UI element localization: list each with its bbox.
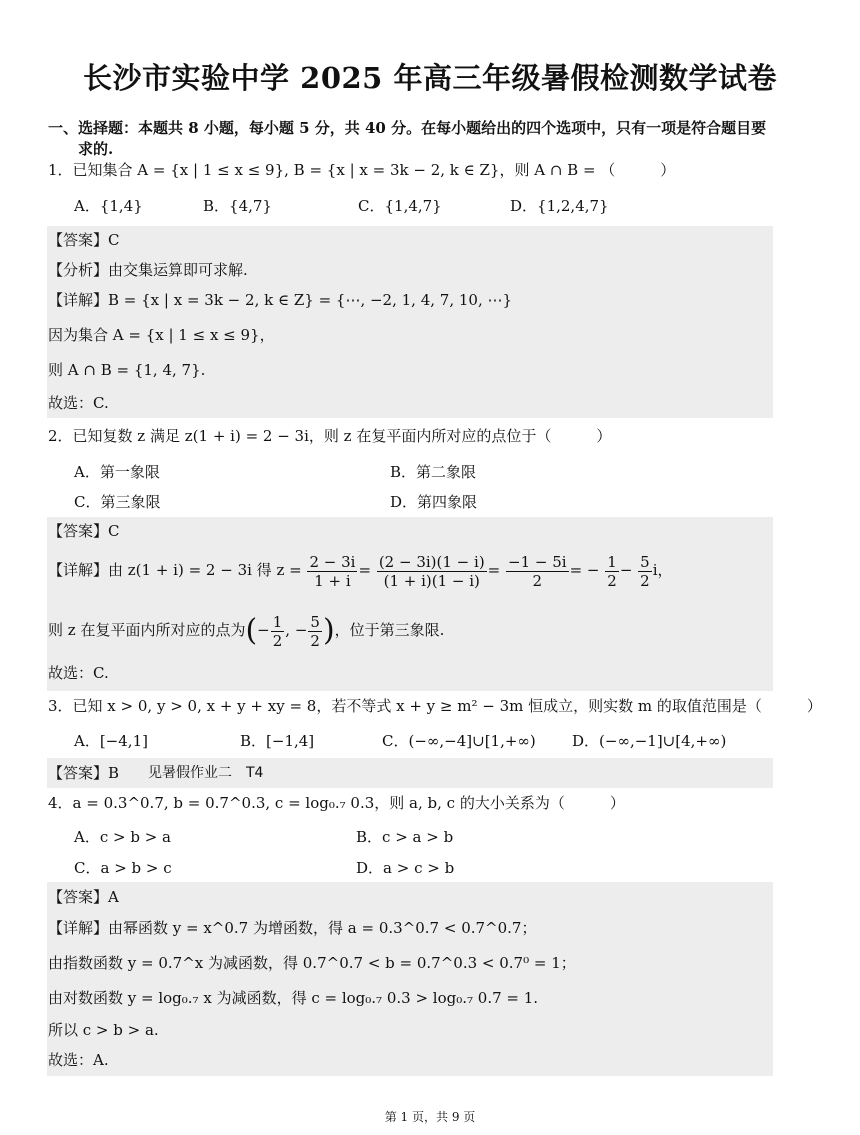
question-1-option-c: C．{1,4,7} — [358, 197, 442, 215]
question-1-line1: 因为集合 A = {x | 1 ≤ x ≤ 9}， — [48, 326, 275, 344]
fraction-7-numerator: 5 — [310, 612, 320, 631]
question-3-stem: 3．已知 x > 0, y > 0, x + y + xy = 8，若不等式 x + y ≥ m² − 3m 恒成立，则实数 m 的取值范围是（ ） — [48, 697, 822, 715]
question-3-note: 见暑假作业二 T4 — [148, 765, 264, 781]
fraction-4-numerator: 1 — [607, 552, 617, 571]
question-2-stem: 2．已知复数 z 满足 z(1 + i) = 2 − 3i，则 z 在复平面内所对应的点位于（ ） — [48, 427, 612, 445]
fraction-1-numerator: 2 − 3i — [309, 552, 356, 571]
question-4-option-a: A．c > b > a — [74, 828, 171, 846]
fraction-7-denominator: 2 — [310, 631, 320, 650]
question-4-detail-2: 由指数函数 y = 0.7^x 为减函数，得 0.7^0.7 < b = 0.7^0.3 < 0.7⁰ = 1； — [48, 954, 576, 972]
fraction-6-denominator: 2 — [272, 631, 283, 650]
question-2-option-d: D．第四象限 — [390, 493, 478, 511]
section-heading-line1: 一、选择题：本题共 8 小题，每小题 5 分，共 40 分。在每小题给出的四个选项中，只有一项是符合题目要 — [48, 119, 767, 137]
question-2-detail-prefix: 【详解】由 z(1 + i) = 2 − 3i 得 z = — [48, 561, 302, 579]
question-1-analysis: 【分析】由交集运算即可求解. — [48, 261, 248, 279]
question-2-option-a: A．第一象限 — [74, 463, 160, 481]
fraction-3 — [506, 553, 569, 590]
question-4-option-c: C．a > b > c — [74, 859, 172, 877]
question-4-stem: 4．a = 0.3^0.7, b = 0.7^0.3, c = log₀.₇ 0.3，则 a, b, c 的大小关系为（ ） — [48, 794, 625, 812]
fraction-2-denominator: (1 + i)(1 − i) — [383, 571, 480, 590]
section-heading-line2: 求的. — [78, 140, 114, 158]
question-1-option-d: D．{1,2,4,7} — [510, 197, 609, 215]
fraction-1-denominator: 1 + i — [314, 571, 351, 590]
question-2-point-prefix: 则 z 在复平面内所对应的点为 — [48, 621, 246, 639]
question-1-option-b: B．{4,7} — [203, 197, 272, 215]
question-2-choose: 故选：C. — [48, 664, 109, 682]
fraction-2 — [377, 553, 487, 590]
question-2-point: 则 z 在复平面内所对应的点为(− $\frac{1}{2}$ , − $\frac{5}{2}$ )，位于第三象限. — [48, 612, 445, 650]
question-4-detail-3: 由对数函数 y = log₀.₇ x 为减函数，得 c = log₀.₇ 0.3 > log₀.₇ 0.7 = 1. — [48, 989, 539, 1007]
question-1-line2: 则 A ∩ B = {1, 4, 7}. — [48, 361, 206, 379]
fraction-4-denominator: 2 — [607, 571, 617, 590]
question-4-answer: 【答案】A — [48, 888, 119, 906]
fraction-5-denominator: 2 — [640, 571, 650, 590]
question-2-option-b: B．第二象限 — [390, 463, 477, 481]
fraction-2-numerator: (2 − 3i)(1 − i) — [378, 552, 485, 571]
answer-block-4 — [47, 882, 773, 1076]
fraction-5 — [638, 553, 652, 590]
answer-block-1 — [47, 226, 773, 418]
question-3-option-d: D．(−∞,−1]∪[4,+∞) — [572, 732, 727, 750]
question-4-choose: 故选：A. — [48, 1051, 109, 1069]
question-2-answer: 【答案】C — [48, 522, 120, 540]
fraction-7 — [308, 613, 322, 650]
question-1-stem: 1．已知集合 A = {x | 1 ≤ x ≤ 9}, B = {x | x = 3k − 2, k ∈ Z}，则 A ∩ B = （ ） — [48, 161, 676, 179]
question-3-option-c: C．(−∞,−4]∪[1,+∞) — [382, 732, 536, 750]
question-4-option-d: D．a > c > b — [356, 859, 455, 877]
question-3-answer: 【答案】B — [48, 764, 120, 782]
answer-block-2 — [47, 517, 773, 691]
question-1-answer: 【答案】C — [48, 231, 120, 249]
page-footer: 第 1 页，共 9 页 — [384, 1110, 476, 1124]
fraction-1 — [307, 553, 357, 590]
question-4-option-b: B．c > a > b — [356, 828, 454, 846]
fraction-5-numerator: 5 — [640, 552, 650, 571]
fraction-3-numerator: −1 − 5i — [508, 552, 567, 571]
fraction-4 — [605, 553, 619, 590]
question-4-detail-1: 【详解】由幂函数 y = x^0.7 为增函数，得 a = 0.3^0.7 < 0.7^0.7； — [48, 919, 537, 937]
fraction-3-denominator: 2 — [532, 571, 543, 590]
question-3-option-b: B．[−1,4] — [240, 732, 315, 750]
page-title: 长沙市实验中学 2025 年高三年级暑假检测数学试卷 — [83, 61, 777, 95]
question-1-detail: 【详解】B = {x | x = 3k − 2, k ∈ Z} = {⋯, −2, 1, 4, 7, 10, ⋯} — [48, 291, 513, 309]
question-2-option-c: C．第三象限 — [74, 493, 161, 511]
fraction-6 — [271, 613, 285, 650]
question-2-detail: 【详解】由 z(1 + i) = 2 − 3i 得 z = $\frac{2 - 3i}{1 + i}$ = $\frac{(2 - 3i)(1 - i)}{(1 + i)(1 - i)}$ = $\frac{-1 - 5i}{2}$ = − $\frac{1}{2}$ − $\frac{5}{2}$ i， — [48, 552, 673, 590]
question-3-option-a: A．[−4,1] — [74, 732, 148, 750]
question-4-detail-4: 所以 c > b > a. — [48, 1021, 159, 1039]
question-1-choose: 故选：C. — [48, 394, 109, 412]
question-1-option-a: A．{1,4} — [74, 197, 143, 215]
question-2-point-suffix: ，位于第三象限. — [334, 621, 445, 639]
fraction-6-numerator: 1 — [272, 612, 283, 631]
